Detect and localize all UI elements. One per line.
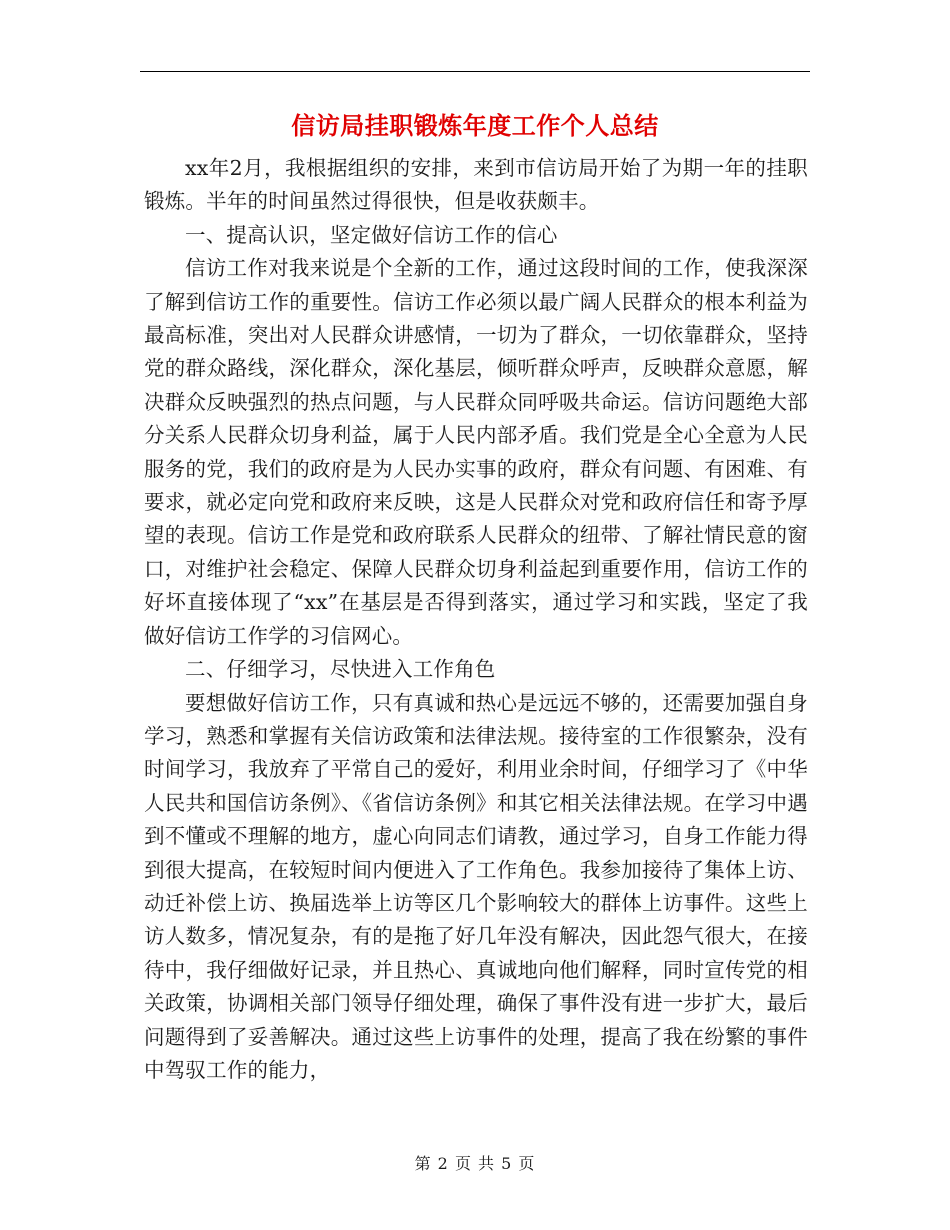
header-rule	[140, 71, 810, 72]
document-body	[144, 152, 808, 1087]
intro-paragraph: xx年2月，我根据组织的安排，来到市信访局开始了为期一年的挂职锻炼。半年的时间虽然过得很快，但是收获颇丰。	[144, 156, 808, 214]
document-title: 信访局挂职锻炼年度工作个人总结	[291, 111, 659, 140]
page-number: 第 2 页 共 5 页	[414, 1154, 536, 1173]
section-2-paragraph: 要想做好信访工作，只有真诚和热心是远远不够的，还需要加强自身学习，熟悉和掌握有关信访政策和法律法规。接待室的工作很繁杂，没有时间学习，我放弃了平常自己的爱好，利用业余时间，仔细学习了《中华人民共和国信访条例》、《省信访条例》和其它相关法律法规。在学习中遇到不懂或不理解的地方，虚心向同志们请教，通过学习，自身工作能力得到很大提高，在较短时间内便进入了工作角色。我参加接待了集体上访、动迁补偿上访、换届选举上访等区几个影响较大的群体上访事件。这些上访人数多，情况复杂，有的是拖了好几年没有解决，因此怨气很大，在接待中，我仔细做好记录，并且热心、真诚地向他们解释，同时宣传党的相关政策，协调相关部门领导仔细处理，确保了事件没有进一步扩大，最后问题得到了妥善解决。通过这些上访事件的处理，提高了我在纷繁的事件中驾驭工作的能力，	[144, 690, 808, 1082]
section-1-paragraph: 信访工作对我来说是个全新的工作，通过这段时间的工作，使我深深了解到信访工作的重要性。信访工作必须以最广阔人民群众的根本利益为最高标准，突出对人民群众讲感情，一切为了群众，一切依靠群众，坚持党的群众路线，深化群众，深化基层，倾听群众呼声，反映群众意愿，解决群众反映强烈的热点问题，与人民群众同呼吸共命运。信访问题绝大部分关系人民群众切身利益，属于人民内部矛盾。我们党是全心全意为人民服务的党，我们的政府是为人民办实事的政府，群众有问题、有困难、有要求，就必定向党和政府来反映，这是人民群众对党和政府信任和寄予厚望的表现。信访工作是党和政府联系人民群众的纽带、了解社情民意的窗口，对维护社会稳定、保障人民群众切身利益起到重要作用，信访工作的好坏直接体现了“xx”在基层是否得到落实，通过学习和实践，坚定了我做好信访工作学的习信网心。	[144, 256, 808, 648]
section-heading-1: 一、提高认识，坚定做好信访工作的信心	[185, 222, 558, 247]
section-heading-2: 二、仔细学习，尽快进入工作角色	[185, 657, 496, 682]
